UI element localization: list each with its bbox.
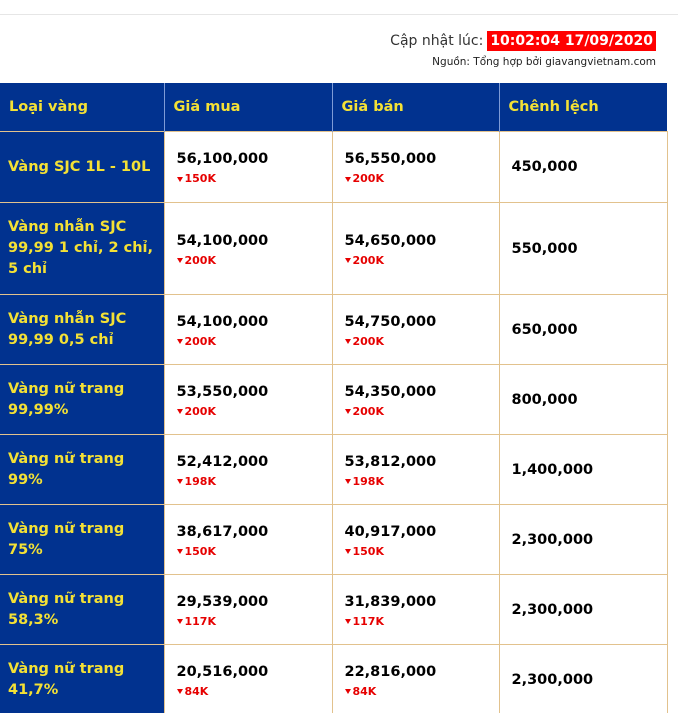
buy-price-cell <box>164 435 332 505</box>
down-triangle-icon <box>177 339 183 344</box>
buy-price-change <box>177 405 324 419</box>
down-triangle-icon <box>177 177 183 182</box>
down-triangle-icon <box>345 409 351 414</box>
buy-price-value: 56,100,000 <box>176 151 269 167</box>
source-note: Nguồn: Tổng hợp bởi giavangvietnam.com <box>432 56 656 68</box>
buy-change-text: 84K <box>184 684 209 698</box>
down-triangle-icon <box>177 549 183 554</box>
price-difference: 2,300,000 <box>499 505 667 575</box>
price-difference: 800,000 <box>499 365 667 435</box>
sell-price-cell <box>332 365 499 435</box>
sell-price-change <box>345 545 491 559</box>
sell-change-text: 200K <box>352 404 384 418</box>
column-header-gold-type: Loại vàng <box>0 83 164 132</box>
sell-price-change <box>345 254 491 268</box>
table-row <box>0 435 667 505</box>
update-info <box>390 31 656 51</box>
sell-price-value: 56,550,000 <box>344 151 437 167</box>
price-difference: 450,000 <box>499 132 667 203</box>
table-row <box>0 505 667 575</box>
sell-change-text: 150K <box>352 544 384 558</box>
sell-price-change <box>345 335 491 349</box>
price-difference: 650,000 <box>499 295 667 365</box>
gold-type-name: Vàng nhẫn SJC 99,99 1 chỉ, 2 chỉ, 5 chỉ <box>0 203 164 295</box>
gold-type-name: Vàng nữ trang 41,7% <box>0 645 164 713</box>
buy-change-text: 198K <box>184 474 216 488</box>
buy-price-value: 29,539,000 <box>176 593 269 610</box>
column-header-difference: Chênh lệch <box>499 83 667 132</box>
sell-price-value: 54,650,000 <box>344 232 437 249</box>
sell-price-value: 31,839,000 <box>344 593 437 610</box>
table-row <box>0 295 667 365</box>
down-triangle-icon <box>177 409 183 414</box>
sell-price-cell <box>332 203 499 295</box>
top-divider <box>0 14 678 15</box>
buy-change-text: 117K <box>184 614 216 628</box>
price-difference: 550,000 <box>499 203 667 295</box>
buy-price-cell <box>164 645 332 713</box>
buy-price-cell <box>164 295 332 365</box>
gold-type-name: Vàng nữ trang 58,3% <box>0 575 164 645</box>
buy-price-change <box>177 254 324 268</box>
buy-price-change <box>177 172 324 186</box>
sell-price-change <box>345 475 491 489</box>
sell-price-change <box>345 615 491 629</box>
sell-price-cell <box>332 435 499 505</box>
sell-change-text: 200K <box>352 253 384 267</box>
gold-type-name: Vàng SJC 1L - 10L <box>0 132 164 203</box>
table-row <box>0 203 667 295</box>
down-triangle-icon <box>345 479 351 484</box>
gold-type-name: Vàng nữ trang 99% <box>0 435 164 505</box>
sell-price-value: 53,812,000 <box>344 453 437 470</box>
sell-price-value: 22,816,000 <box>344 663 437 680</box>
sell-price-value: 54,750,000 <box>344 313 437 330</box>
sell-price-value: 54,350,000 <box>344 383 437 400</box>
down-triangle-icon <box>345 549 351 554</box>
sell-change-text: 117K <box>352 614 384 628</box>
price-difference: 2,300,000 <box>499 645 667 713</box>
sell-price-change <box>345 685 491 699</box>
buy-price-value: 38,617,000 <box>176 523 269 540</box>
update-timestamp: 10:02:04 17/09/2020 <box>487 31 656 51</box>
table-row <box>0 132 667 203</box>
update-label: Cập nhật lúc: <box>390 33 484 49</box>
sell-price-cell <box>332 295 499 365</box>
down-triangle-icon <box>177 479 183 484</box>
buy-price-change <box>177 335 324 349</box>
gold-type-name: Vàng nữ trang 99,99% <box>0 365 164 435</box>
gold-type-name: Vàng nhẫn SJC 99,99 0,5 chỉ <box>0 295 164 365</box>
sell-change-text: 200K <box>352 172 384 185</box>
sell-price-value: 40,917,000 <box>344 523 437 540</box>
sell-change-text: 84K <box>352 684 377 698</box>
buy-change-text: 200K <box>184 334 216 348</box>
buy-price-value: 54,100,000 <box>176 313 269 330</box>
sell-price-change <box>345 172 491 186</box>
sell-change-text: 200K <box>352 334 384 348</box>
sell-price-cell <box>332 645 499 713</box>
buy-price-cell <box>164 132 332 203</box>
column-header-buy-price: Giá mua <box>164 83 332 132</box>
sell-change-text: 198K <box>352 474 384 488</box>
down-triangle-icon <box>177 689 183 694</box>
buy-price-change <box>177 685 324 699</box>
price-difference: 1,400,000 <box>499 435 667 505</box>
sell-price-change <box>345 405 491 419</box>
buy-price-change <box>177 545 324 559</box>
buy-price-value: 20,516,000 <box>176 663 269 680</box>
sell-price-cell <box>332 575 499 645</box>
price-difference: 2,300,000 <box>499 575 667 645</box>
buy-price-cell <box>164 575 332 645</box>
buy-price-value: 52,412,000 <box>176 453 269 470</box>
gold-price-table <box>0 83 668 713</box>
down-triangle-icon <box>345 689 351 694</box>
down-triangle-icon <box>177 258 183 263</box>
table-row <box>0 365 667 435</box>
down-triangle-icon <box>345 258 351 263</box>
buy-price-cell <box>164 365 332 435</box>
buy-change-text: 200K <box>184 253 216 267</box>
sell-price-cell <box>332 132 499 203</box>
table-header-row <box>0 83 667 132</box>
buy-price-value: 53,550,000 <box>176 383 269 400</box>
buy-price-change <box>177 615 324 629</box>
column-header-sell-price: Giá bán <box>332 83 499 132</box>
table-row <box>0 645 667 713</box>
buy-change-text: 150K <box>184 544 216 558</box>
buy-change-text: 150K <box>184 172 216 185</box>
buy-price-change <box>177 475 324 489</box>
buy-price-cell <box>164 505 332 575</box>
down-triangle-icon <box>345 177 351 182</box>
down-triangle-icon <box>177 619 183 624</box>
down-triangle-icon <box>345 339 351 344</box>
table-row <box>0 575 667 645</box>
gold-type-name: Vàng nữ trang 75% <box>0 505 164 575</box>
buy-change-text: 200K <box>184 404 216 418</box>
buy-price-cell <box>164 203 332 295</box>
sell-price-cell <box>332 505 499 575</box>
buy-price-value: 54,100,000 <box>176 232 269 249</box>
down-triangle-icon <box>345 619 351 624</box>
